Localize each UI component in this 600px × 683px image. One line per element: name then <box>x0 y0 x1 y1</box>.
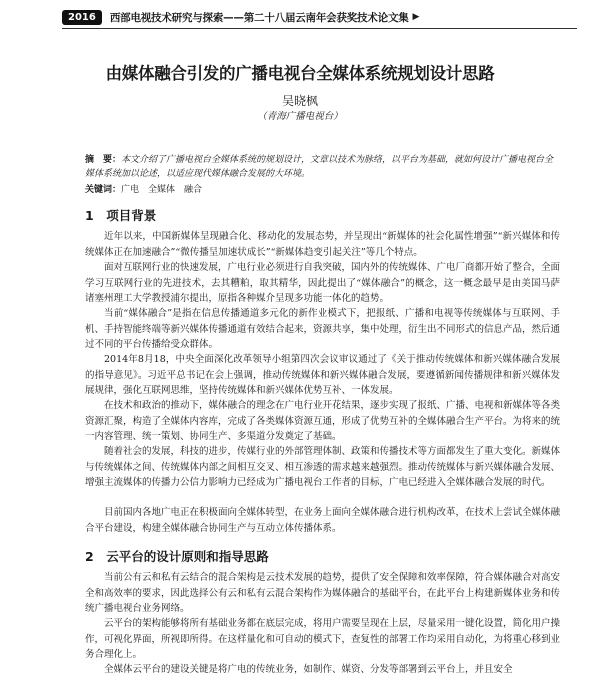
abstract-text: 本文介绍了广播电视台全媒体系统的规划设计，文章以技术为脉络，以平台为基础，就如何设计广播电视台全媒体系统加以论述，以适应现代媒体融合发展的大环境。 <box>85 155 554 179</box>
section-heading: 2 云平台的设计原则和指导思路 <box>85 549 269 564</box>
paragraph: 随着社会的发展，科技的进步，传媒行业的外部管理体制、政策和传播技术等方面都发生了重大变化。新媒体与传统媒体之间、传统媒体内部之间相互交叉、相互渗透的需求越来越强烈。推动传统媒体与新兴媒体融合发展、增强主流媒体的传播力公信力影响力已经成为广播电视台工作者的目标，广电已经进入全媒体融合发展的时代。 <box>85 446 561 488</box>
page-number-badge: 2016 <box>62 10 102 25</box>
paragraph: 在技术和政治的推动下，媒体融合的理念在广电行业开花结果，逐步实现了报纸、广播、电视和新媒体等各类资源汇聚，构造了全媒体内容库，完成了各类媒体资源互通，形成了优势互补的全媒体融合生产平台。为将来的统一内容管理、统一策划、协同生产、多渠道分发奠定了基础。 <box>85 400 561 442</box>
paragraph: 全媒体云平台的建设关键是将广电的传统业务，如制作、媒资、分发等部署到云平台上，并且安全 <box>104 664 513 675</box>
paragraph: 当前公有云和私有云结合的混合架构是云技术发展的趋势，提供了安全保障和效率保障，符合媒体融合对高安全和高效率的要求，因此选择公有云和私有云混合架构作为媒体融合的基础平台，在此平台上构建新媒体业务和传统广播电视台业务网络。 <box>85 572 561 614</box>
author-name: 吴晓枫 <box>281 94 318 108</box>
paragraph: 当前“媒体融合”是指在信息传播通道多元化的新作业模式下，把报纸、广播和电视等传统媒体与互联网、手机、手持智能终端等新兴媒体传播通道有效结合起来，资源共享，集中处理，衍生出不同形式的信息产品，然后通过不同的平台传播给受众群体。 <box>85 308 561 350</box>
paragraph: 2014年8月18，中央全面深化改革领导小组第四次会议审议通过了《关于推动传统媒体和新兴媒体融合发展的指导意见》。习近平总书记在会上强调，推动传统媒体和新兴媒体融合发展，要遵循新闻传播规律和新兴媒体发展规律，强化互联网思维，坚持传统媒体和新兴媒体优势互补、一体发展。 <box>85 354 560 396</box>
keywords-label: 关键词： <box>85 185 122 195</box>
abstract <box>85 153 560 181</box>
author-affiliation: （青海广播电视台） <box>257 111 343 122</box>
keywords <box>85 184 560 197</box>
header-divider <box>62 28 577 29</box>
paper-title: 由媒体融合引发的广播电视台全媒体系统规划设计思路 <box>105 64 495 83</box>
paragraph: 目前国内各地广电正在积极面向全媒体转型，在业务上面向全媒体融合进行机构改革，在技术上尝试全媒体融合平台建设，构建全媒体融合协同生产与互动立体传播体系。 <box>85 507 561 534</box>
paragraph: 面对互联网行业的快速发展，广电行业必须进行自我突破，国内外的传统媒体、广电厂商都开始了整合，全面学习互联网行业的先进技术，去其糟粕，取其精华，因此提出了“媒体融合”的概念，这一概念最早是由美国马萨诸塞州理工大学教授浦尔提出，原指各种媒介呈现多功能一体化的趋势。 <box>85 262 561 304</box>
arrow-right-icon: ▶ <box>412 12 420 22</box>
keywords-text: 广电 全媒体 融合 <box>121 185 203 195</box>
section-heading: 1 项目背景 <box>85 208 157 223</box>
paragraph: 近年以来，中国新媒体呈现融合化、移动化的发展态势，并呈现出“新媒体的社会化属性增强”“新兴媒体和传统媒体正在加速融合”“微传播呈加速状成长”“新媒体趋变引起关注”等几个特点。 <box>85 231 560 258</box>
journal-title: 西部电视技术研究与探索——第二十八届云南年会获奖技术论文集 <box>109 11 409 24</box>
paragraph: 云平台的架构能够将所有基础业务都在底层完成，将用户需要呈现在上层，尽量采用一键化设置，简化用户操作，可视化界面，所视即所得。在这样量化和可自动的模式下，查复性的部署工作均采用自动化，为将重心移到业务合理化上。 <box>85 618 561 660</box>
running-header <box>62 7 582 27</box>
abstract-label: 摘 要： <box>85 155 122 165</box>
